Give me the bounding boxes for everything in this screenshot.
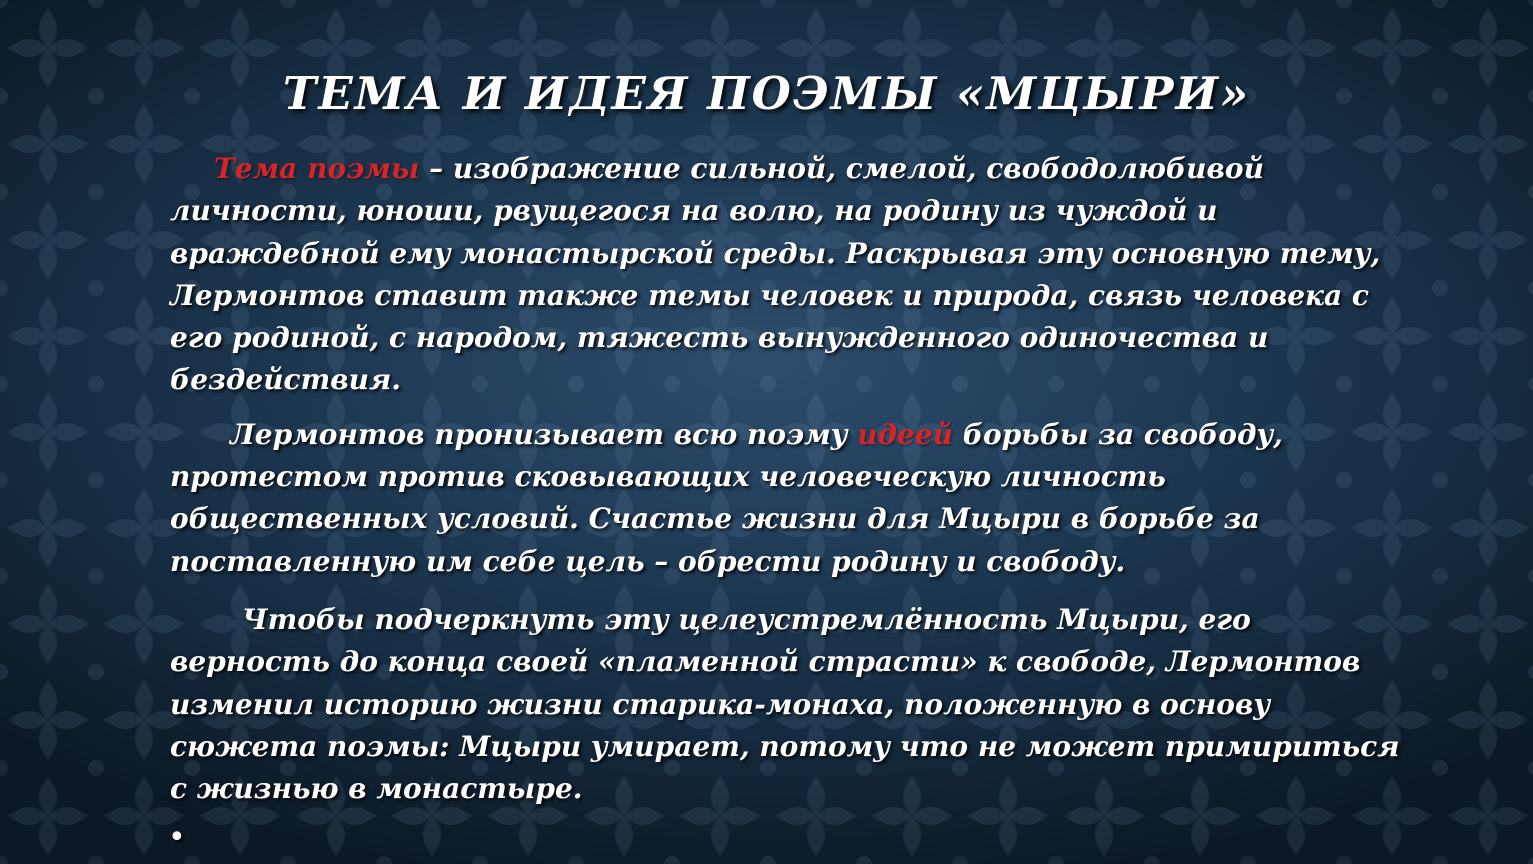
paragraph-line: изменил историю жизни старика-монаха, положенную в основу — [170, 687, 1271, 721]
paragraph-theme — [170, 148, 1420, 402]
paragraph-line: Лермонтов ставит также темы человек и природа, связь человека с — [170, 278, 1369, 312]
paragraph-text: – изображение сильной, смелой, свободолюбивой — [419, 152, 1264, 185]
slide-body — [170, 148, 1420, 810]
paragraph-text: Лермонтов пронизывает всю поэму — [230, 417, 858, 451]
paragraph-text: Чтобы подчеркнуть эту целеустремлённость Мцыри, его — [242, 602, 1251, 636]
paragraph-line — [170, 414, 1420, 456]
highlight-idea: идеей — [857, 417, 954, 451]
paragraph-idea — [170, 414, 1420, 583]
slide-title: ТЕМА И ИДЕЯ ПОЭМЫ «МЦЫРИ» — [282, 67, 1251, 120]
paragraph-line: бездействия. — [170, 363, 401, 397]
paragraph-line — [170, 148, 1420, 190]
paragraph-line: его родиной, с народом, тяжесть вынужденного одиночества и — [170, 321, 1269, 355]
paragraph-line: поставленную им себе цель – обрести родину и свободу. — [170, 544, 1126, 578]
paragraph-line — [170, 599, 1420, 641]
paragraph-line: верность до конца своей «пламенной страсти» к свободе, Лермонтов — [170, 645, 1361, 679]
paragraph-line: враждебной ему монастырской среды. Раскрывая эту основную тему, — [170, 236, 1381, 270]
highlight-theme: Тема поэмы — [214, 152, 420, 185]
paragraph-line: личности, юноши, рвущегося на волю, на родину из чуждой и — [170, 194, 1218, 228]
paragraph-line: протестом против сковывающих человеческую личность — [170, 460, 1166, 494]
paragraph-line: сюжета поэмы: Мцыри умирает, потому что не может примириться — [170, 729, 1400, 763]
paragraph-line: общественных условий. Счастье жизни для Мцыри в борьбе за — [170, 502, 1260, 536]
paragraph-plot — [170, 599, 1420, 810]
paragraph-line: с жизнью в монастыре. — [170, 772, 583, 806]
paragraph-text: борьбы за свободу, — [953, 417, 1283, 451]
empty-bullet: • — [168, 820, 186, 855]
